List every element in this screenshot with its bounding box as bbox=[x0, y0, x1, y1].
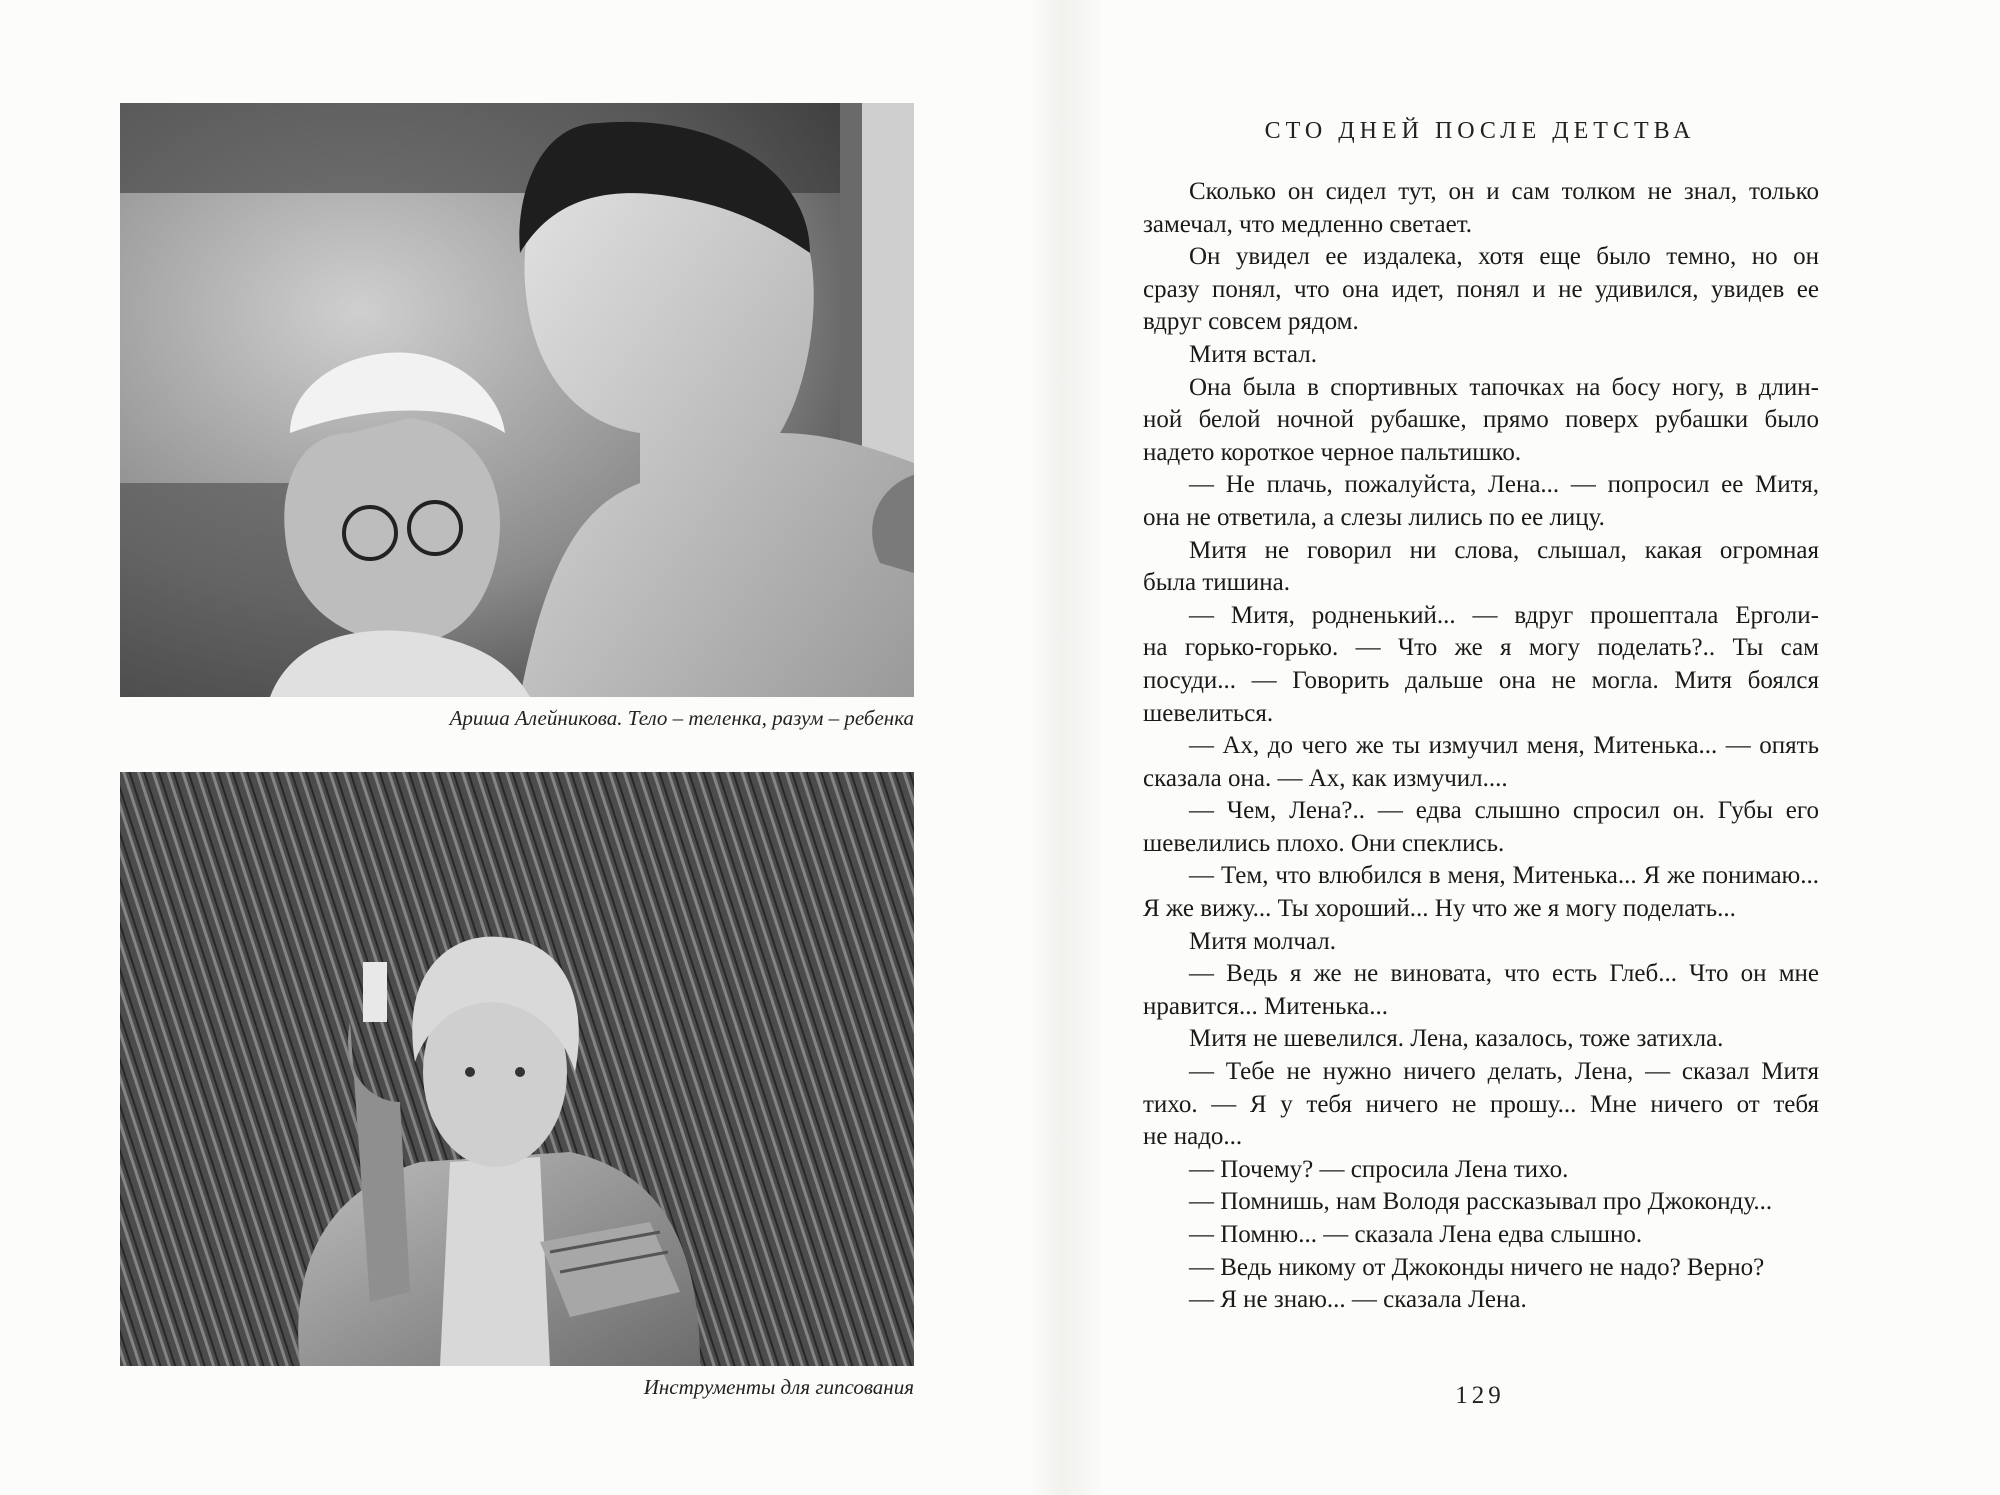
text-line: — Ведь никому от Джоконды ничего не надо? Верно? bbox=[1189, 1253, 1765, 1281]
text-line: Я же вижу... Ты хороший... Ну что же я могу поделать... bbox=[1143, 895, 1736, 923]
text-line: — Помнишь, нам Володя рассказывал про Джоконду... bbox=[1189, 1188, 1773, 1216]
text-line: на горько-горько. — Что же я могу поделать?.. Ты сам bbox=[1143, 634, 1819, 662]
book-gutter bbox=[1030, 0, 1100, 1495]
text-line: Сколько он сидел тут, он и сам толком не знал, только bbox=[1189, 178, 1819, 205]
text-line: замечал, что медленно светает. bbox=[1143, 210, 1473, 238]
photo-illustration bbox=[120, 772, 914, 1366]
body-text bbox=[1143, 176, 1819, 1317]
text-line: Митя не шевелился. Лена, казалось, тоже затихла. bbox=[1189, 1025, 1724, 1053]
text-line: — Почему? — спросила Лена тихо. bbox=[1189, 1155, 1569, 1183]
text-line: Митя не говорил ни слова, слышал, какая огромная bbox=[1189, 536, 1819, 564]
text-line: тихо. — Я у тебя ничего не прошу... Мне ничего от тебя bbox=[1143, 1090, 1819, 1118]
text-line: — Ах, до чего же ты измучил меня, Митенька... — опять bbox=[1189, 732, 1819, 760]
text-line: — Чем, Лена?.. — едва слышно спросил он. Губы его bbox=[1189, 797, 1819, 825]
text-line: Она была в спортивных тапочках на босу ногу, в длин- bbox=[1189, 373, 1819, 401]
text-line: ной белой ночной рубашке, прямо поверх рубашки было bbox=[1143, 406, 1819, 434]
text-line: Митя встал. bbox=[1189, 340, 1317, 368]
text-line: шевелиться. bbox=[1143, 699, 1274, 727]
text-line: — Тебе не нужно ничего делать, Лена, — сказал Митя bbox=[1189, 1058, 1819, 1086]
text-line: посуди... — Говорить дальше она не могла. Митя боялся bbox=[1143, 666, 1819, 694]
text-line: была тишина. bbox=[1143, 569, 1290, 597]
text-line: шевелились плохо. Они спеклись. bbox=[1143, 829, 1505, 857]
text-line: нравится... Митенька... bbox=[1143, 992, 1389, 1020]
text-line: не надо... bbox=[1143, 1123, 1243, 1151]
page-number: 129 bbox=[1455, 1382, 1505, 1409]
text-line: она не ответила, а слезы лились по ее лицу. bbox=[1143, 503, 1605, 531]
text-line: — Ведь я же не виновата, что есть Глеб... Что он мне bbox=[1189, 960, 1819, 988]
photo-boy-in-grass bbox=[120, 772, 914, 1366]
photo-woman-and-young-man bbox=[120, 103, 914, 697]
text-line: сказала она. — Ах, как измучил.... bbox=[1143, 764, 1508, 792]
photo-illustration bbox=[120, 103, 914, 697]
text-line: — Я не знаю... — сказала Лена. bbox=[1189, 1286, 1527, 1314]
photo-caption-bottom: Инструменты для гипсования bbox=[643, 1375, 914, 1399]
running-head: СТО ДНЕЙ ПОСЛЕ ДЕТСТВА bbox=[1264, 118, 1696, 144]
text-line: вдруг совсем рядом. bbox=[1143, 308, 1359, 336]
text-line: надето короткое черное пальтишко. bbox=[1143, 438, 1522, 466]
text-line: сразу понял, что она идет, понял и не удивился, увидев ее bbox=[1143, 275, 1819, 303]
text-line: — Помню... — сказала Лена едва слышно. bbox=[1189, 1221, 1643, 1248]
text-line: — Не плачь, пожалуйста, Лена... — попросил ее Митя, bbox=[1189, 471, 1819, 499]
text-line: — Митя, родненький... — вдруг прошептала Ерголи- bbox=[1189, 601, 1819, 629]
text-line: — Тем, что влюбился в меня, Митенька... Я же понимаю... bbox=[1189, 862, 1819, 890]
text-line: Митя молчал. bbox=[1189, 927, 1337, 955]
photo-caption-top: Ариша Алейникова. Тело – теленка, разум – ребенка bbox=[449, 706, 914, 730]
text-line: Он увидел ее издалека, хотя еще было темно, но он bbox=[1189, 243, 1819, 271]
